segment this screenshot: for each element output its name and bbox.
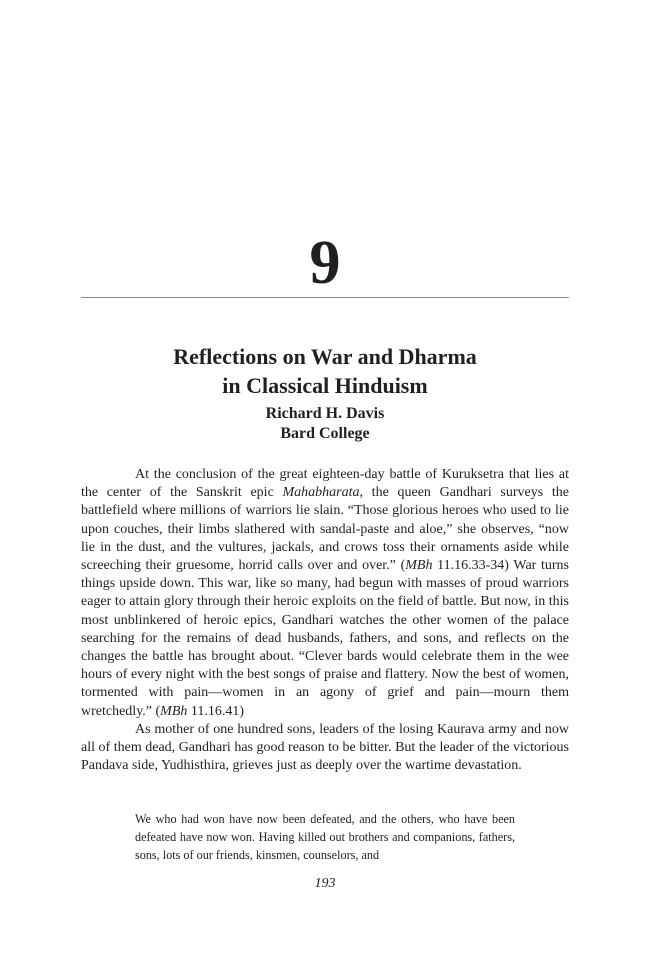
block-quote: We who had won have now been defeated, and the others, who have been defeated have now won. Having killed out brothers and companions, fathers, sons, lots of our friends, kinsmen, counselors, and: [135, 812, 515, 862]
citation-1-abbrev: MBh: [405, 558, 433, 574]
paragraph-1-text-c: War turns things upside down. This war, like so many, had begun with masses of proud warriors eager to attain glory through their heroic exploits on the field of battle. But now, in this most unblinkered of heroic epics, Gandhari watches the other women of the palace searching for the remains of dead husbands, fathers, and sons, and reflects on the changes the battle has brought about. “Clever bards would celebrate them in the wee hours of every night with the best songs of praise and flattery. Now the best of women, tormented with pain—women in an agony of grief and pain—mourn them wretchedly.” (: [81, 558, 569, 719]
chapter-number: 9: [309, 229, 341, 297]
paragraph-1-text-b: , the queen Gandhari surveys the battlefield where millions of warriors lie slain. “Those glorious heroes who used to lie upon couches, their limbs slathered with sandal-paste and aloe,” she observes, “now lie in the dust, and the vultures, jackals, and crows toss their ornaments aside while screeching their gruesome, horrid calls over and over.” (: [81, 485, 569, 574]
citation-2-ref: 11.16.41): [187, 703, 245, 719]
citation-1-ref: 11.16.33-34): [432, 558, 509, 574]
chapter-title-line-2: in Classical Hinduism: [222, 373, 428, 398]
author-affiliation: Bard College: [280, 425, 370, 442]
epic-title: Mahabharata: [282, 485, 360, 501]
chapter-title-block: [0, 342, 650, 444]
page-number: 193: [314, 876, 336, 891]
body-paragraph-2: As mother of one hundred sons, leaders of the losing Kaurava army and now all of them dead, Gandhari has good reason to be bitter. But the leader of the victorious Pandava side, Yudhisthira, grieves just as deeply over the wartime devastation.: [81, 721, 569, 774]
citation-2-abbrev: MBh: [160, 703, 188, 719]
author-name: Richard H. Davis: [265, 405, 385, 422]
body-paragraph-1: [81, 466, 569, 721]
chapter-divider: [81, 297, 569, 298]
chapter-title-line-1: Reflections on War and Dharma: [173, 344, 477, 369]
paragraph-1-text-a: At the conclusion of the great eighteen-day battle of Kuruksetra that lies at the center of the Sanskrit epic: [81, 467, 569, 501]
chapter-body: [81, 466, 569, 775]
